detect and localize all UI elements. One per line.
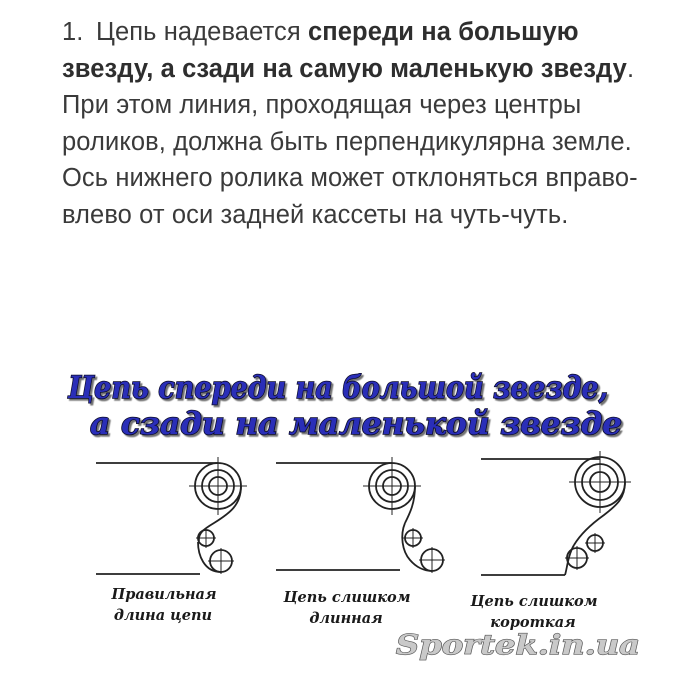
chain-length-figure <box>0 355 676 680</box>
caption-2-line-1: Цепь слишком <box>283 589 411 606</box>
chain-diagram-svg <box>0 355 676 680</box>
diagram-chain-too-long <box>276 457 445 573</box>
diagram-correct-length <box>96 457 247 574</box>
caption-1-line-1: Правильная <box>111 586 217 603</box>
list-number: 1. <box>62 18 84 46</box>
figure-title-line-1: Цепь спереди на большой звезде, <box>67 370 609 406</box>
instruction-paragraph <box>62 14 662 233</box>
caption-2-line-2: длинная <box>309 610 383 627</box>
captions <box>111 586 598 631</box>
instruction-text-before: Цепь надевается <box>96 18 308 46</box>
instruction-text-after: . При этом линия, проходящая через центры роликов, должна быть перпендикулярна земле. Ось нижнего ролика может отклоняться вправо-влево от оси задней кассеты на чуть-чуть. <box>62 54 638 229</box>
instruction-bold-text: спереди на большую звезду, а сзади на самую маленькую звезду <box>62 18 627 83</box>
watermark: Sportek.in.ua <box>396 630 640 661</box>
caption-3-line-2: короткая <box>490 614 576 631</box>
caption-1-line-2: длина цепи <box>113 607 213 624</box>
diagram-chain-too-short <box>481 451 631 575</box>
caption-3-line-1: Цепь слишком <box>470 593 598 610</box>
figure-title-line-2: а сзади на маленькой звезде <box>90 406 622 442</box>
figure-title <box>67 370 622 442</box>
